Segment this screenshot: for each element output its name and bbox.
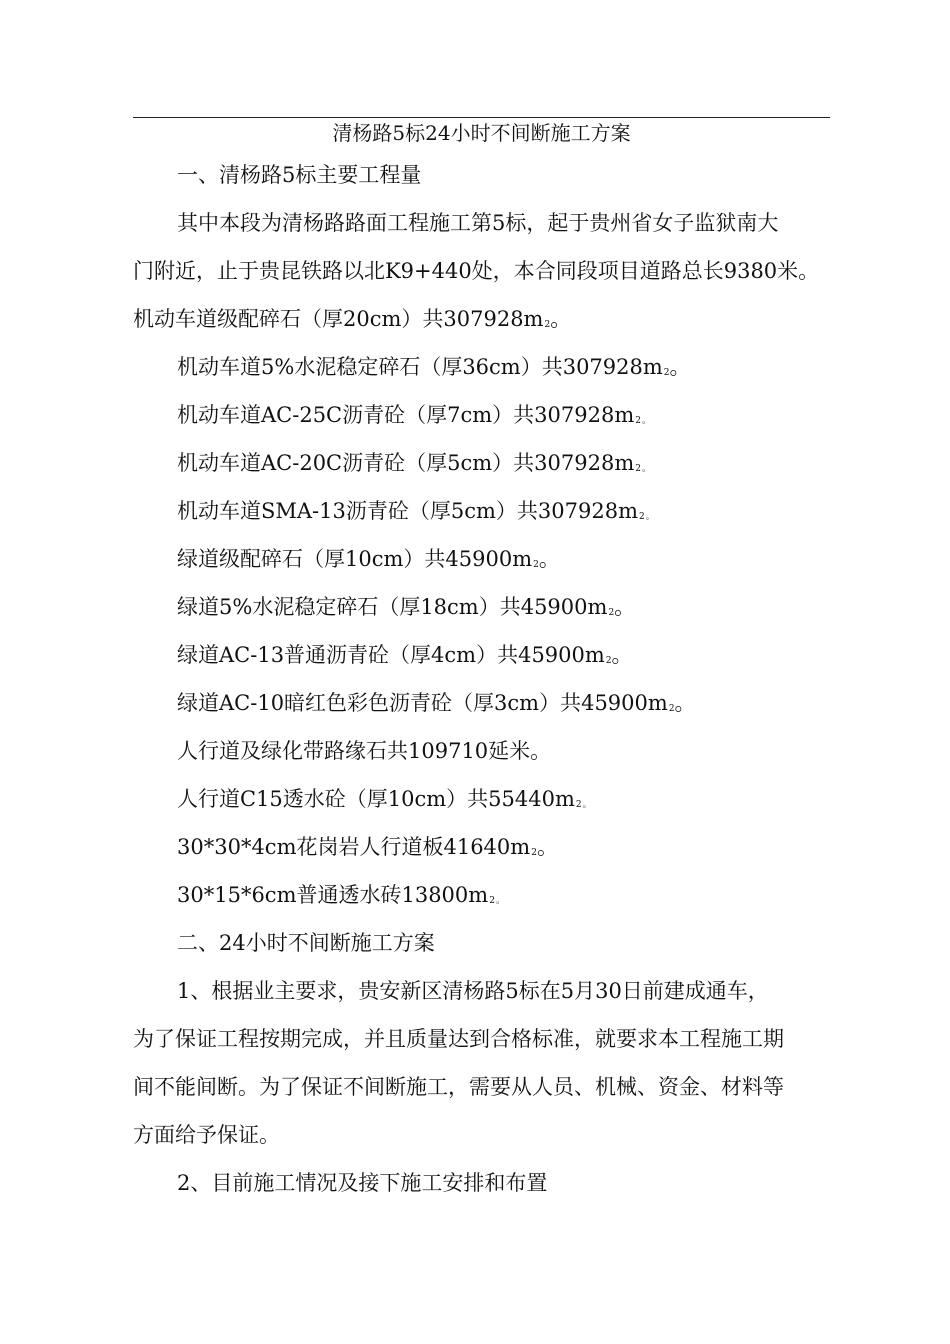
quantity-item [177,545,560,579]
quantity-item-text: 绿道AC-10暗红色彩色沥青砼（厚3cm）共45900m [177,691,668,715]
unit-superscript: 2 [608,608,615,618]
quantity-item-text: 机动车道5%水泥稳定碎石（厚36cm）共307928m [177,355,663,379]
unit-superscript: 2 [635,464,641,474]
quantity-item-text: 机动车道AC-25C沥青砼（厚7cm）共307928m [177,403,635,427]
intro-line-2: 门附近，止于贵昆铁路以北K9+440处，本合同段项目道路总长9380米。 [133,259,820,283]
intro-line-1: 其中本段为清杨路路面工程施工第5标，起于贵州省女子监狱南大 [177,211,779,235]
line-end: 。 [614,595,636,619]
quantity-item [177,401,651,435]
quantity-item-text: 人行道及绿化带路缘石共109710延米。 [177,739,552,763]
section1-heading: 一、清杨路5标主要工程量 [177,163,422,187]
quantity-item-text: 绿道级配碎石（厚10cm）共45900m [177,547,533,571]
line-end: 。 [538,547,560,571]
quantity-item-text: 30*15*6cm普通透水砖13800m [177,883,489,907]
document-title: 清杨路5标24小时不间断施工方案 [332,121,631,145]
unit-superscript: 2 [663,368,670,378]
unit-superscript: 2 [575,800,582,810]
quantity-item [177,833,558,867]
quantity-item-text: 30*30*4cm花岗岩人行道板41640m [177,835,531,859]
quantity-item-text: 机动车道SMA-13沥青砼（厚5cm）共307928m [177,499,638,523]
quantity-item [177,449,651,483]
line-end: 。 [641,416,651,426]
unit-superscript: 2 [605,656,612,666]
unit-superscript: 2 [635,416,641,426]
unit-superscript: 2 [544,320,551,330]
header-rule [133,117,830,118]
unit-superscript: 2 [638,512,645,522]
unit-superscript: 2 [489,896,495,906]
quantity-item [177,785,592,819]
line-end: 。 [641,464,651,474]
quantity-item-text: 机动车道AC-20C沥青砼（厚5cm）共307928m [177,451,635,475]
paragraph-2-heading: 2、目前施工情况及接下施工安排和布置 [177,1171,548,1195]
line-end: 。 [536,835,558,859]
line-end: 。 [674,691,696,715]
quantity-item-text: 绿道5%水泥稳定碎石（厚18cm）共45900m [177,595,608,619]
line-end: 。 [611,643,633,667]
paragraph-1-line-3: 间不能间断。为了保证不间断施工，需要从人员、机械、资金、材料等 [133,1075,784,1099]
quantity-item [177,593,635,627]
unit-superscript: 2 [531,848,537,858]
paragraph-1-line-4: 方面给予保证。 [133,1123,280,1147]
quantity-item [177,641,633,675]
quantity-item-text: 人行道C15透水砼（厚10cm）共55440m [177,787,575,811]
line-end: 。 [645,512,655,522]
quantity-item [177,737,551,765]
line-end: 。 [550,307,572,331]
quantity-item [177,497,655,531]
quantity-item [177,689,696,723]
quantity-item [177,353,691,387]
line-end: 。 [495,896,505,906]
intro-line-3-text: 机动车道级配碎石（厚20cm）共307928m [133,307,544,331]
section2-heading: 二、24小时不间断施工方案 [177,931,435,955]
unit-superscript: 2 [533,560,539,570]
quantity-item [177,881,505,915]
line-end: 。 [669,355,691,379]
quantity-item-text: 绿道AC-13普通沥青砼（厚4cm）共45900m [177,643,605,667]
paragraph-1-line-2: 为了保证工程按期完成，并且质量达到合格标准，就要求本工程施工期 [133,1027,784,1051]
intro-line-3 [133,305,571,339]
paragraph-1-line-1: 1、根据业主要求，贵安新区清杨路5标在5月30日前建成通车， [177,979,769,1003]
line-end: 。 [582,800,592,810]
unit-superscript: 2 [668,704,675,714]
